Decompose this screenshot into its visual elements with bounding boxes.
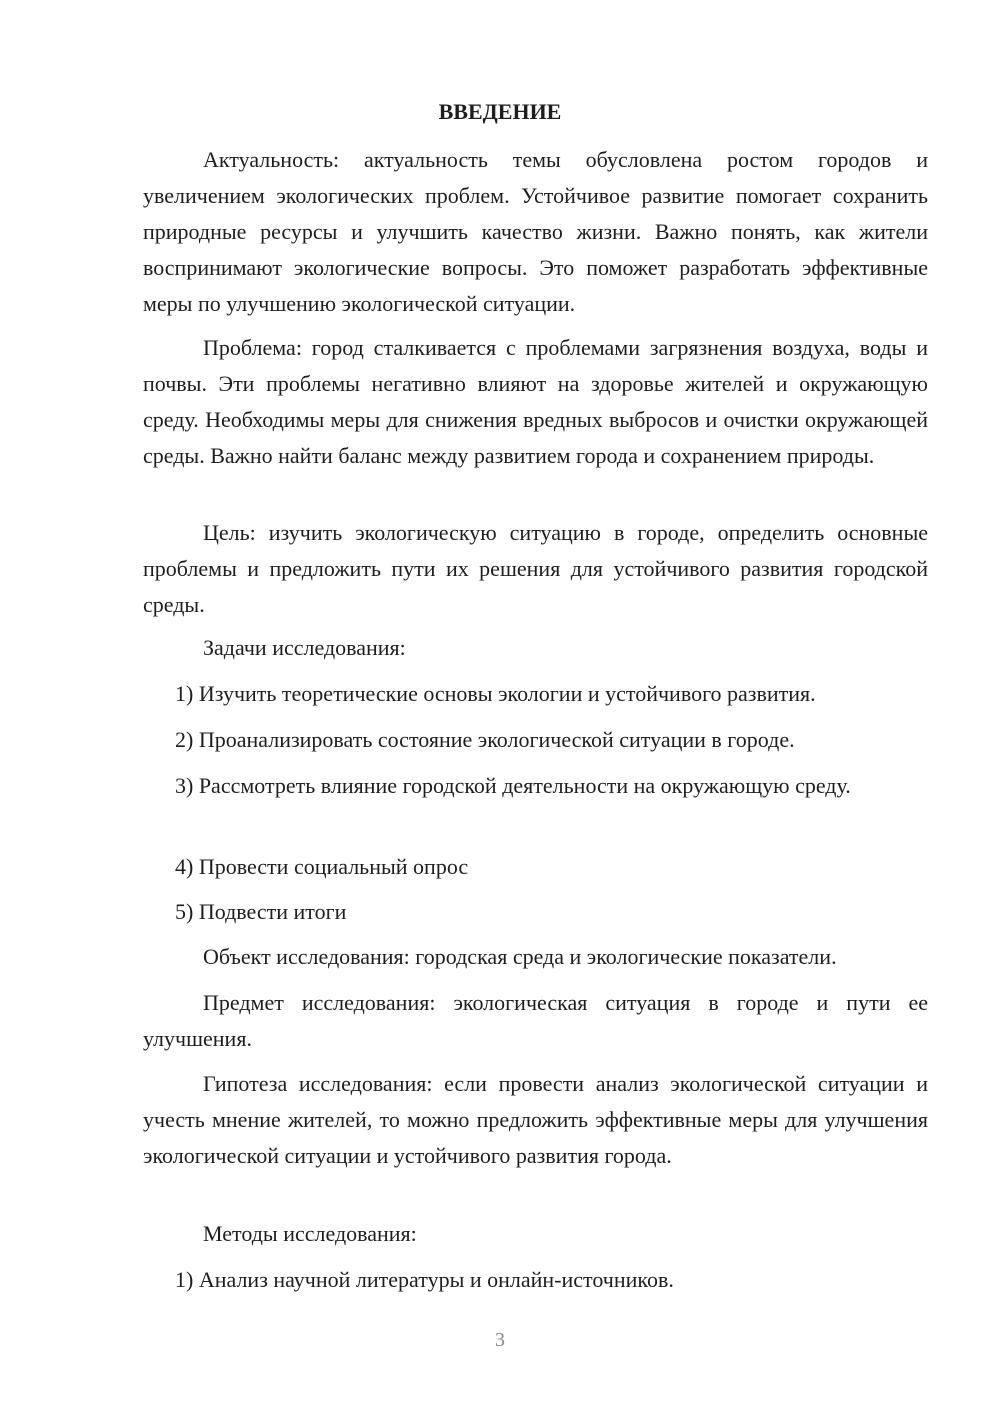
page-number: 3 [495,1329,505,1351]
method-item: 1) Анализ научной литературы и онлайн-источников. [175,1267,674,1292]
task-item: 5) Подвести итоги [175,899,347,924]
section-heading: ВВЕДЕНИЕ [438,99,562,124]
object-paragraph: Объект исследования: городская среда и экологические показатели. [203,944,837,969]
methods-title: Методы исследования: [203,1221,417,1246]
task-item: 1) Изучить теоретические основы экологии и устойчивого развития. [175,681,816,706]
relevance-paragraph: Актуальность: актуальность темы обусловлена ростом городов и увеличением экологических проблем. Устойчивое развитие помогает сохранить природные ресурсы и улучшить качество жизни. Важно понять, как жители воспринимают экологические вопросы. Это поможет разработать эффективные меры по улучшению экологической ситуации. [143,147,928,316]
task-item: 4) Провести социальный опрос [175,854,469,879]
task-item: 3) Рассмотреть влияние городской деятельности на окружающую среду. [175,773,851,798]
hypothesis-paragraph: Гипотеза исследования: если провести анализ экологической ситуации и учесть мнение жителей, то можно предложить эффективные меры для улучшения экологической ситуации и устойчивого развития города. [143,1071,928,1168]
problem-paragraph: Проблема: город сталкивается с проблемами загрязнения воздуха, воды и почвы. Эти проблемы негативно влияют на здоровье жителей и окружающую среду. Необходимы меры для снижения вредных выбросов и очистки окружающей среды. Важно найти баланс между развитием города и сохранением природы. [143,335,928,468]
task-item: 2) Проанализировать состояние экологической ситуации в городе. [175,727,795,752]
subject-paragraph: Предмет исследования: экологическая ситуация в городе и пути ее улучшения. [143,990,928,1051]
goal-paragraph: Цель: изучить экологическую ситуацию в городе, определить основные проблемы и предложить пути их решения для устойчивого развития городской среды. [143,520,928,617]
tasks-title: Задачи исследования: [203,635,406,660]
